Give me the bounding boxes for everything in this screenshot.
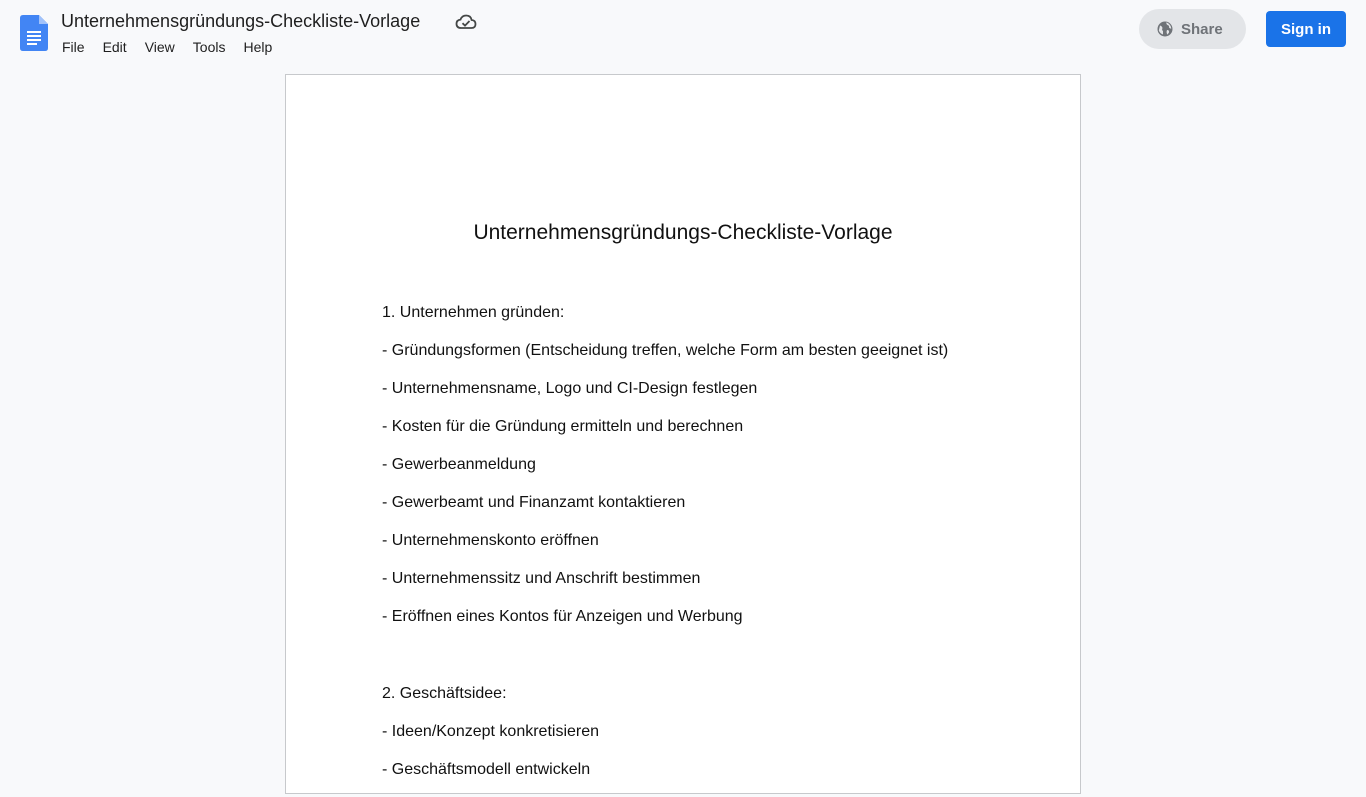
menu-edit[interactable]: Edit (102, 39, 127, 55)
list-item: - Kosten für die Gründung ermitteln und berechnen (382, 418, 744, 435)
list-item: - Gründungsformen (Entscheidung treffen, welche Form am besten geeignet ist) (382, 342, 949, 359)
share-label: Share (1181, 20, 1223, 38)
menu-help[interactable]: Help (243, 39, 273, 55)
list-item: - Unternehmenskonto eröffnen (382, 532, 599, 549)
share-button[interactable] (1139, 9, 1246, 49)
section-heading: 1. Unternehmen gründen: (382, 304, 565, 321)
menu-file[interactable]: File (62, 39, 85, 55)
sign-in-button[interactable]: Sign in (1266, 11, 1346, 47)
document-body (382, 302, 1002, 797)
list-item: - Gewerbeanmeldung (382, 456, 536, 473)
menu-tools[interactable]: Tools (192, 39, 226, 55)
document-page[interactable] (285, 74, 1081, 794)
globe-icon (1157, 21, 1173, 37)
list-item: - Unternehmenssitz und Anschrift bestimmen (382, 570, 701, 587)
document-title[interactable]: Unternehmensgründungs-Checkliste-Vorlage (61, 11, 421, 31)
list-item: - Unternehmensname, Logo und CI-Design festlegen (382, 380, 758, 397)
top-bar (0, 0, 1366, 64)
list-item: - Geschäftsmodell entwickeln (382, 761, 591, 778)
cloud-saved-icon[interactable] (455, 13, 477, 31)
section-heading: 2. Geschäftsidee: (382, 685, 507, 702)
menu-bar (53, 36, 281, 58)
list-item: - Eröffnen eines Kontos für Anzeigen und Werbung (382, 608, 743, 625)
list-item: - Ideen/Konzept konkretisieren (382, 723, 600, 740)
google-docs-icon[interactable] (20, 15, 48, 51)
document-heading: Unternehmensgründungs-Checkliste-Vorlage (473, 221, 893, 244)
list-item: - Gewerbeamt und Finanzamt kontaktieren (382, 494, 686, 511)
blank-line (382, 644, 1002, 683)
menu-view[interactable]: View (144, 39, 175, 55)
